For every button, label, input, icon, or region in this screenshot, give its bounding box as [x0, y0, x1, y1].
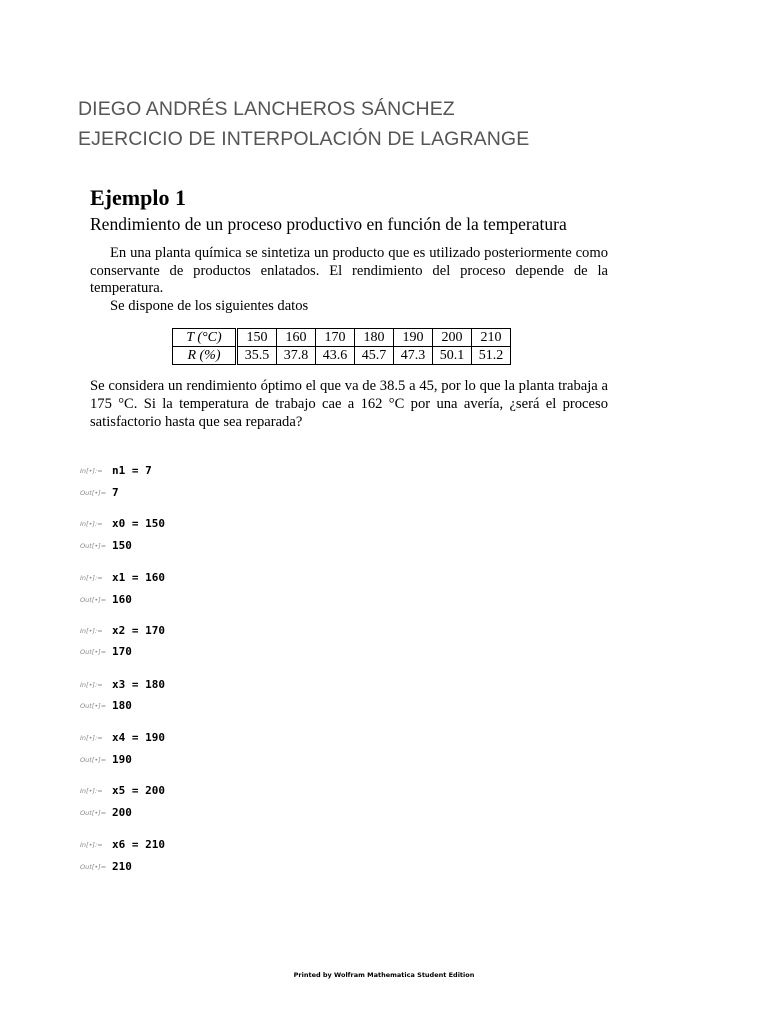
in-label: In[•]:= [80, 681, 103, 689]
data-table [172, 328, 511, 365]
temperature-row [173, 329, 511, 347]
out-label: Out[•]= [80, 702, 107, 710]
output-value: 200 [112, 806, 132, 819]
in-label: In[•]:= [80, 627, 103, 635]
temperature-cell: 170 [316, 329, 355, 347]
in-label: In[•]:= [80, 841, 103, 849]
yield-cell: 35.5 [237, 347, 277, 365]
yield-cell: 43.6 [316, 347, 355, 365]
example-paragraph-intro: En una planta química se sintetiza un producto que es utilizado posteriormente como conservante de productos enlatados. El rendimiento del proceso depende de la temperatura. [90, 245, 608, 296]
input-code[interactable]: x0 = 150 [112, 517, 165, 530]
output-value: 210 [112, 860, 132, 873]
input-code[interactable]: n1 = 7 [112, 464, 152, 477]
output-value: 180 [112, 699, 132, 712]
yield-cell: 50.1 [433, 347, 472, 365]
input-code[interactable]: x5 = 200 [112, 784, 165, 797]
in-label: In[•]:= [80, 467, 103, 475]
in-label: In[•]:= [80, 787, 103, 795]
out-label: Out[•]= [80, 596, 107, 604]
out-label: Out[•]= [80, 542, 107, 550]
temperature-cell: 210 [472, 329, 511, 347]
temperature-cell: 190 [394, 329, 433, 347]
temperature-cell: 160 [277, 329, 316, 347]
out-label: Out[•]= [80, 489, 107, 497]
temperature-cell: 150 [237, 329, 277, 347]
temperature-label: T (°C) [173, 329, 237, 347]
output-value: 150 [112, 539, 132, 552]
yield-cell: 37.8 [277, 347, 316, 365]
temperature-cell: 200 [433, 329, 472, 347]
input-code[interactable]: x1 = 160 [112, 571, 165, 584]
input-code[interactable]: x6 = 210 [112, 838, 165, 851]
example-question: Se considera un rendimiento óptimo el que va de 38.5 a 45, por lo que la planta trabaja a 175 °C. Si la temperatura de trabajo cae a 162 °C por una avería, ¿será el proceso satisfactorio hasta que sea reparada? [90, 378, 608, 430]
output-value: 160 [112, 593, 132, 606]
in-label: In[•]:= [80, 574, 103, 582]
yield-cell: 45.7 [355, 347, 394, 365]
in-label: In[•]:= [80, 734, 103, 742]
input-code[interactable]: x4 = 190 [112, 731, 165, 744]
example-subtitle: Rendimiento de un proceso productivo en función de la temperatura [90, 214, 567, 234]
output-value: 7 [112, 486, 119, 499]
output-value: 170 [112, 645, 132, 658]
yield-label: R (%) [173, 347, 237, 365]
example-paragraph-data: Se dispone de los siguientes datos [110, 298, 309, 314]
input-code[interactable]: x2 = 170 [112, 624, 165, 637]
out-label: Out[•]= [80, 648, 107, 656]
example-heading: Ejemplo 1 [90, 185, 186, 210]
input-code[interactable]: x3 = 180 [112, 678, 165, 691]
document-title: EJERCICIO DE INTERPOLACIÓN DE LAGRANGE [78, 128, 530, 150]
out-label: Out[•]= [80, 863, 107, 871]
temperature-cell: 180 [355, 329, 394, 347]
out-label: Out[•]= [80, 756, 107, 764]
yield-cell: 47.3 [394, 347, 433, 365]
output-value: 190 [112, 753, 132, 766]
in-label: In[•]:= [80, 520, 103, 528]
print-footer: Printed by Wolfram Mathematica Student Edition [293, 971, 475, 979]
out-label: Out[•]= [80, 809, 107, 817]
author-name: DIEGO ANDRÉS LANCHEROS SÁNCHEZ [78, 98, 455, 120]
yield-row [173, 347, 511, 365]
yield-cell: 51.2 [472, 347, 511, 365]
